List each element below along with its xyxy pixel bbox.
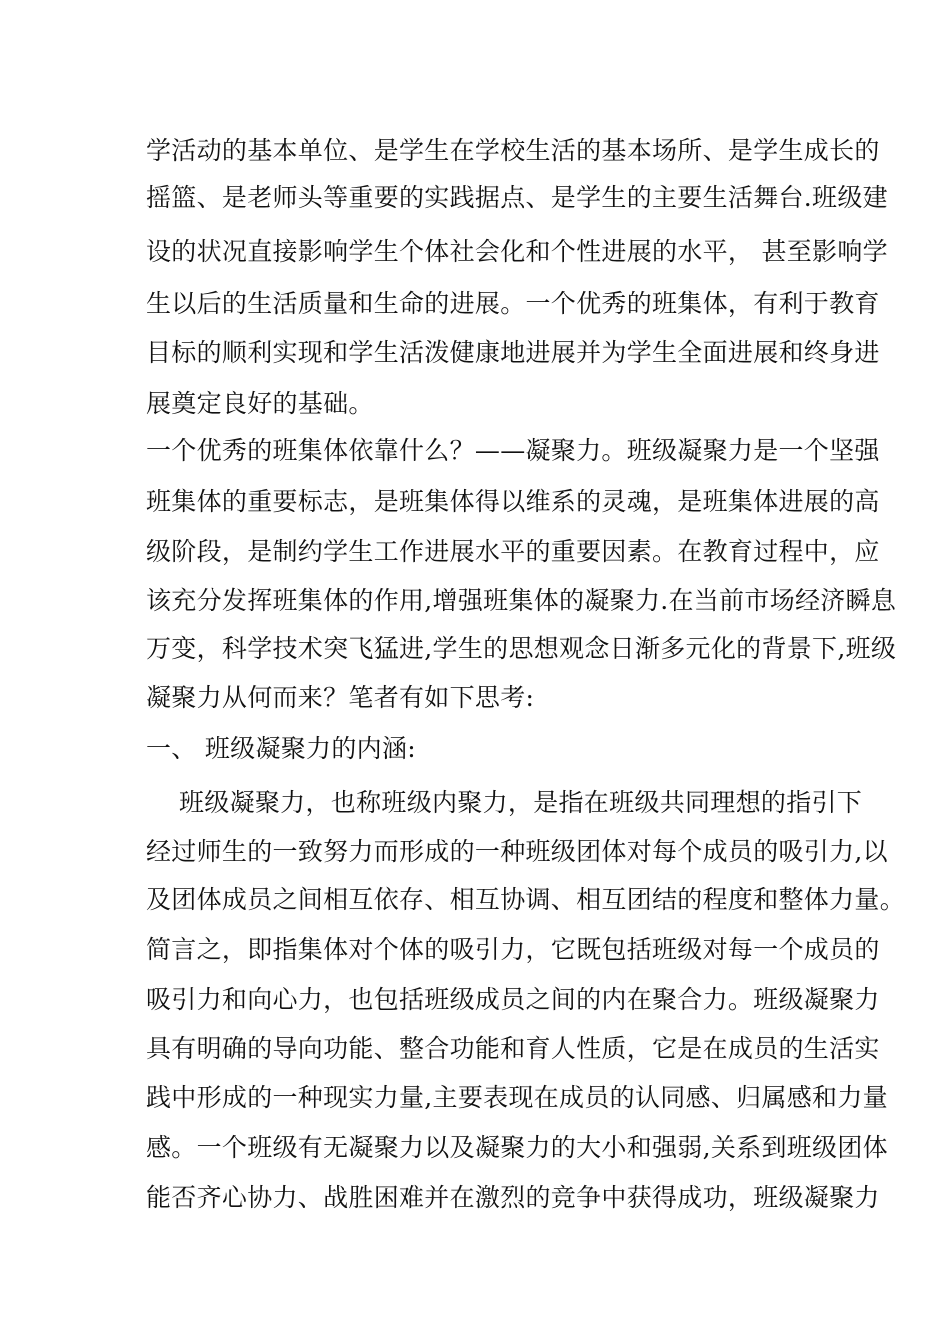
text-line-17: 简言之，即指集体对个体的吸引力，它既包括班级对每一个成员的 <box>146 935 880 964</box>
text-line-18: 吸引力和向心力，也包括班级成员之间的内在聚合力。班级凝聚力 <box>146 985 880 1014</box>
text-line-3: 设的状况直接影响学生个体社会化和个性进展的水平， 甚至影响学 <box>146 237 888 266</box>
text-line-21: 感。一个班级有无凝聚力以及凝聚力的大小和强弱,关系到班级团体 <box>146 1133 888 1162</box>
text-line-8: 班集体的重要标志，是班集体得以维系的灵魂，是班集体进展的高 <box>146 487 880 516</box>
text-line-2: 摇篮、是老师头等重要的实践据点、是学生的主要生活舞台.班级建 <box>146 183 888 212</box>
text-line-10: 该充分发挥班集体的作用,增强班集体的凝聚力.在当前市场经济瞬息 <box>146 586 897 615</box>
text-line-14: 班级凝聚力，也称班级内聚力，是指在班级共同理想的指引下 <box>146 788 863 817</box>
text-line-20: 践中形成的一种现实力量,主要表现在成员的认同感、归属感和力量 <box>146 1083 888 1112</box>
text-line-5: 目标的顺利实现和学生活泼健康地进展并为学生全面进展和终身进 <box>146 338 880 367</box>
text-line-11: 万变，科学技术突飞猛进,学生的思想观念日渐多元化的背景下,班级 <box>146 634 897 663</box>
text-line-7: 一个优秀的班集体依靠什么？——凝聚力。班级凝聚力是一个坚强 <box>146 436 880 465</box>
text-line-6: 展奠定良好的基础。 <box>146 389 374 418</box>
text-line-16: 及团体成员之间相互依存、相互协调、相互团结的程度和整体力量。 <box>146 885 906 914</box>
text-line-4: 生以后的生活质量和生命的进展。一个优秀的班集体，有利于教育 <box>146 289 880 318</box>
text-line-15: 经过师生的一致努力而形成的一种班级团体对每个成员的吸引力,以 <box>146 837 888 866</box>
section-heading: 一、 班级凝聚力的内涵: <box>146 734 416 763</box>
text-line-22: 能否齐心协力、战胜困难并在激烈的竞争中获得成功，班级凝聚力 <box>146 1183 880 1212</box>
text-line-9: 级阶段，是制约学生工作进展水平的重要因素。在教育过程中，应 <box>146 537 880 566</box>
text-line-12: 凝聚力从何而来？笔者有如下思考: <box>146 683 535 712</box>
text-line-19: 具有明确的导向功能、整合功能和育人性质，它是在成员的生活实 <box>146 1034 880 1063</box>
text-line-1: 学活动的基本单位、是学生在学校生活的基本场所、是学生成长的 <box>146 136 880 165</box>
